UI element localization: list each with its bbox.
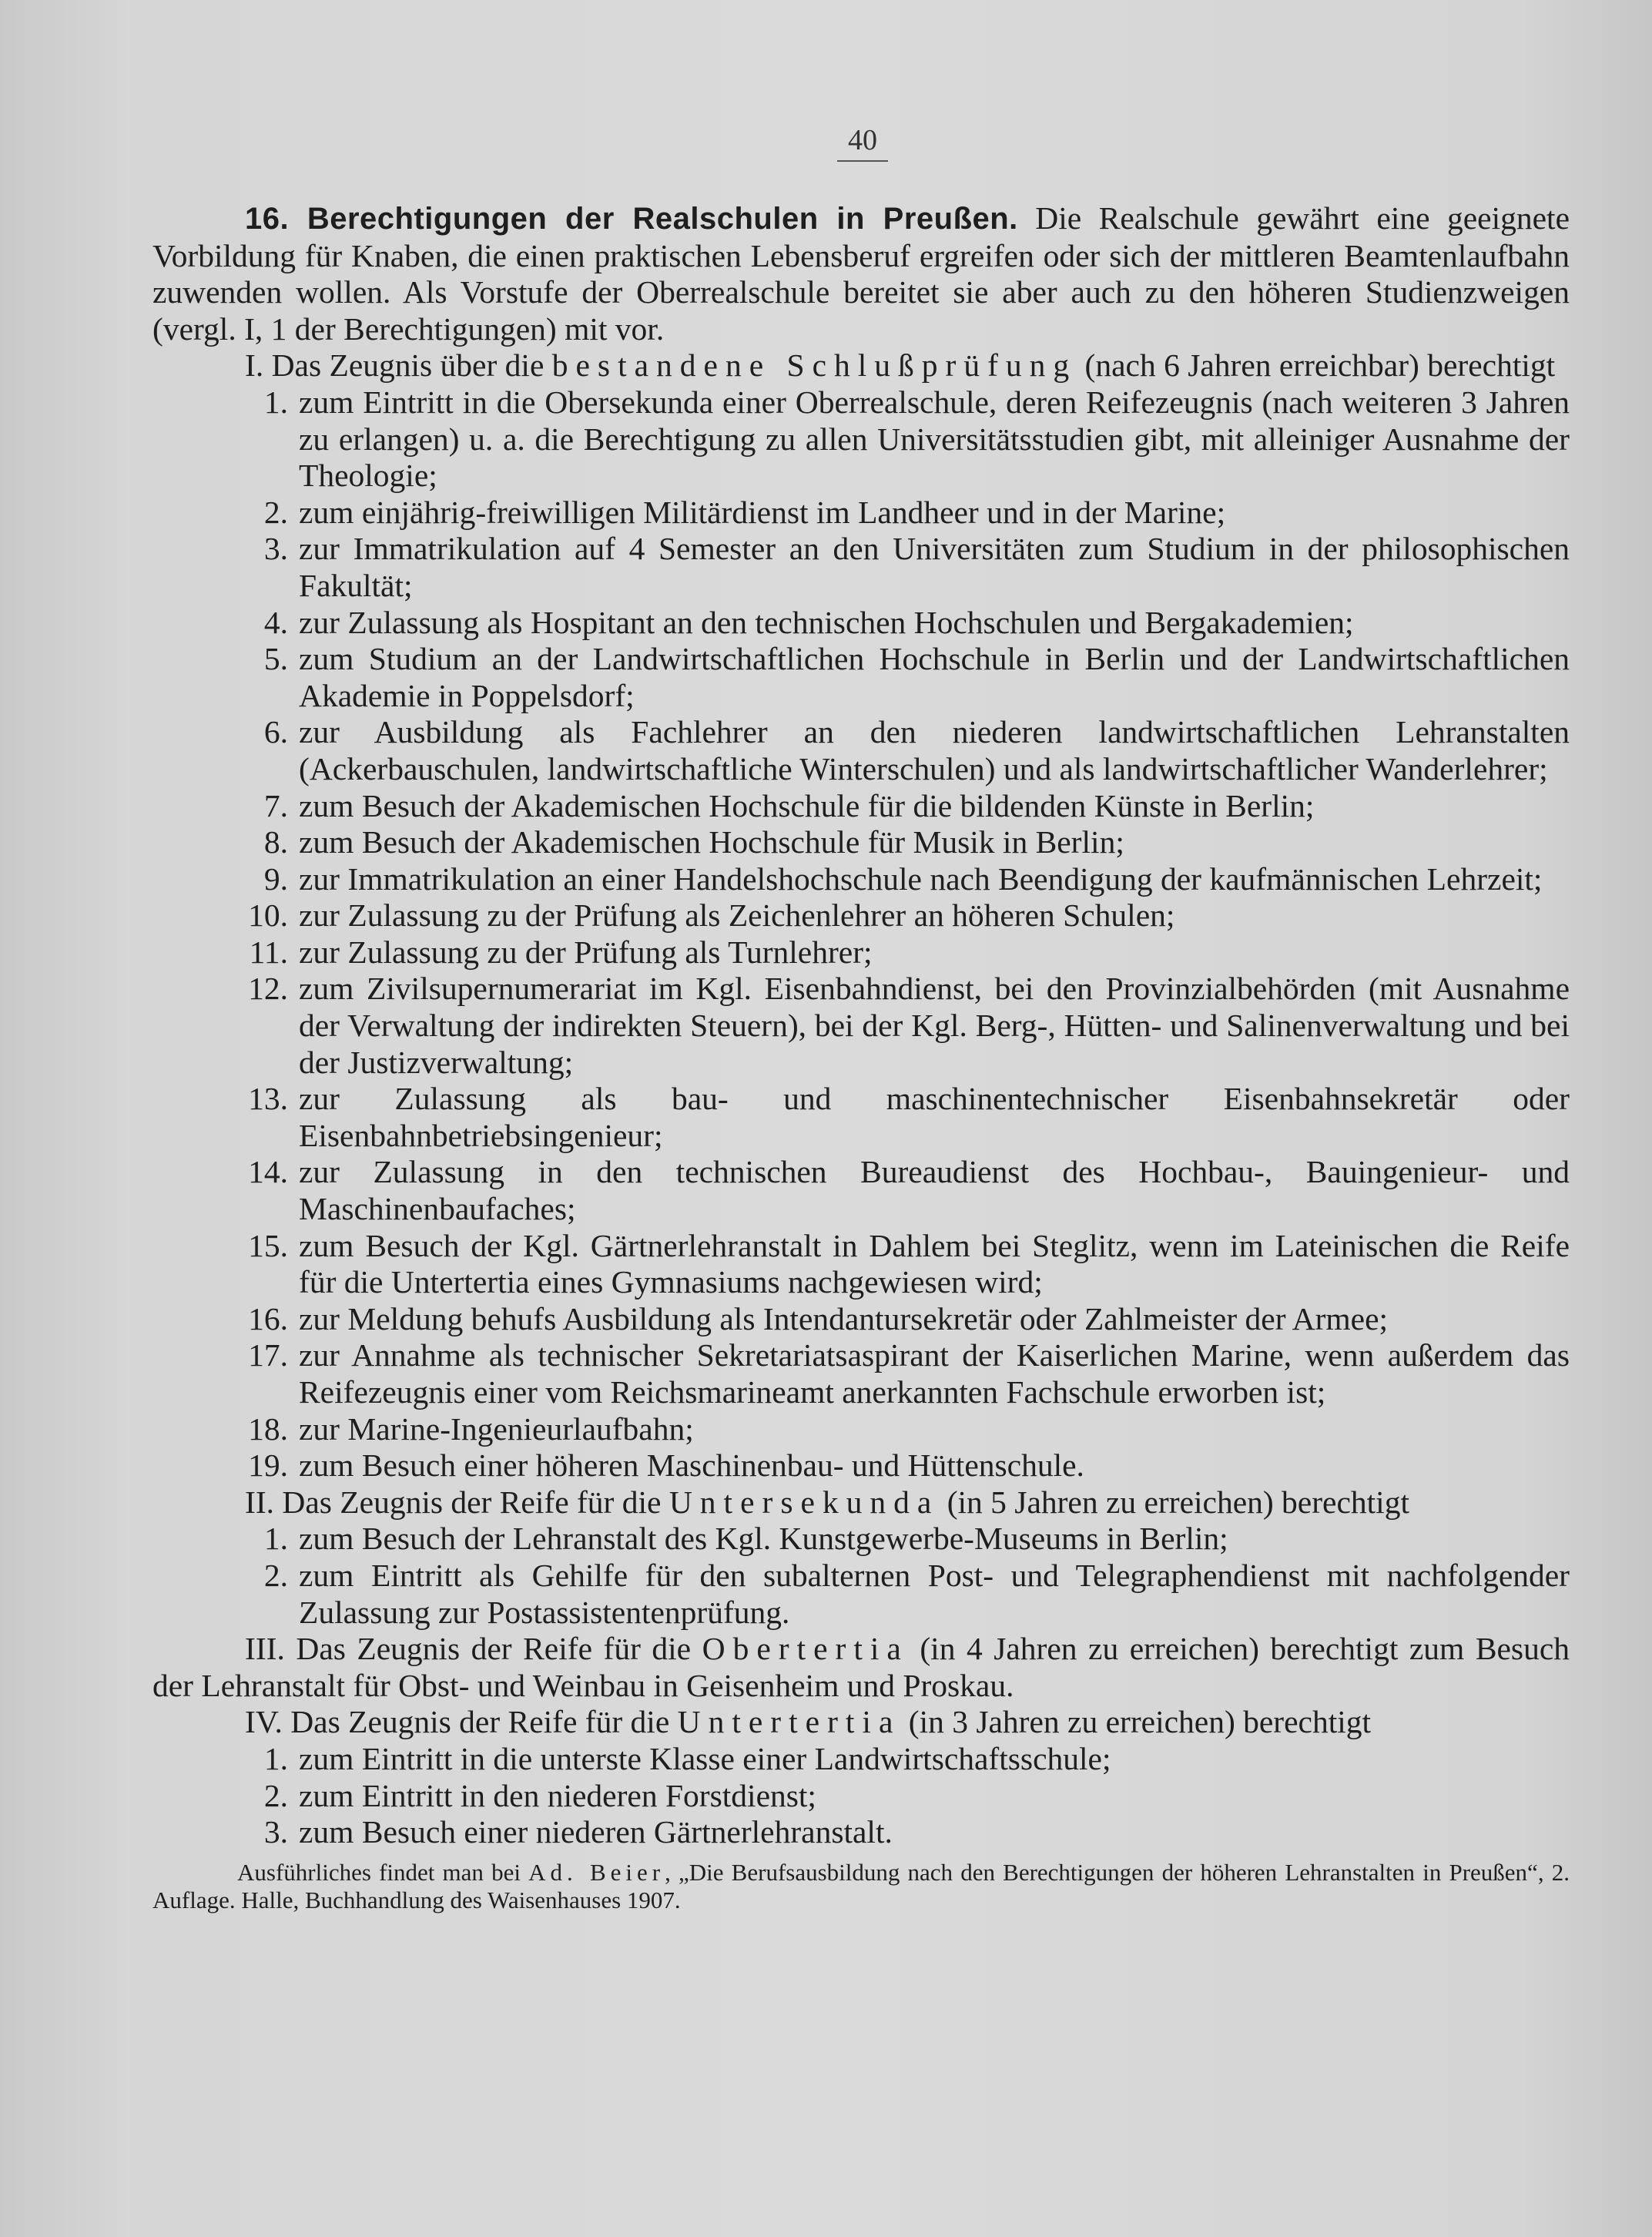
- part-1-lead: [152, 347, 1570, 384]
- part-1-lead-b: (nach 6 Jahren erreichbar) berechtigt: [1084, 347, 1556, 384]
- section-intro: [152, 200, 1570, 347]
- item-text: zur Zulassung zu der Prüfung als Zeichenlehrer an höheren Schulen;: [299, 897, 1175, 934]
- list-item: [152, 1814, 1570, 1851]
- item-text: zum Besuch einer niederen Gärtnerlehranstalt.: [299, 1814, 893, 1850]
- list-item: [152, 495, 1570, 532]
- footnote-a: Ausführliches findet man bei: [237, 1858, 521, 1886]
- list-item: [152, 1228, 1570, 1301]
- page-body: [152, 200, 1570, 1938]
- item-number: 7.: [263, 787, 288, 823]
- item-number: 9.: [263, 860, 288, 897]
- part-3-lead-b: (in 4 Jahren zu erreichen) berechtigt zum Besuch der Lehranstalt für Obst- und Weinbau in Geisenheim und Proskau.: [152, 1631, 1570, 1703]
- list-item: [152, 605, 1570, 642]
- list-item: [152, 1337, 1570, 1410]
- item-number: 19.: [248, 1447, 288, 1484]
- item-number: 14.: [248, 1154, 288, 1190]
- list-item: [152, 788, 1570, 825]
- item-number: 11.: [249, 934, 288, 970]
- item-number: 2.: [263, 1557, 288, 1593]
- item-number: 3.: [263, 531, 288, 567]
- section-heading: 16. Berechtigungen der Realschulen in Preußen.: [245, 202, 1018, 236]
- part-3-lead-a: III. Das Zeugnis der Reife für die: [245, 1631, 692, 1667]
- item-text: zum Besuch der Kgl. Gärtnerlehranstalt in Dahlem bei Steglitz, wenn im Lateinischen die Reife für die Untertertia eines Gymnasiums nachgewiesen wird;: [299, 1227, 1570, 1300]
- item-number: 6.: [263, 714, 288, 750]
- item-text: zum Besuch der Akademischen Hochschule für die bildenden Künste in Berlin;: [299, 787, 1315, 823]
- part-4-list: [152, 1741, 1570, 1851]
- list-item: [152, 861, 1570, 898]
- item-text: zum Eintritt in den niederen Forstdienst;: [299, 1777, 816, 1813]
- item-number: 18.: [248, 1410, 288, 1447]
- item-text: zur Marine-Ingenieurlaufbahn;: [299, 1410, 694, 1447]
- list-item: [152, 1778, 1570, 1815]
- item-text: zur Immatrikulation auf 4 Semester an den Universitäten zum Studium in der philosophischen Fakultät;: [299, 531, 1570, 603]
- part-3-lead: [152, 1631, 1570, 1704]
- part-2-spaced: Untersekunda: [669, 1484, 940, 1520]
- list-item: [152, 1411, 1570, 1448]
- part-4-lead-b: (in 3 Jahren zu erreichen) berechtigt: [908, 1704, 1372, 1740]
- item-text: zur Meldung behufs Ausbildung als Intendantursekretär oder Zahlmeister der Armee;: [299, 1300, 1389, 1336]
- footnote-b: , „Die Berufsausbildung nach den Berechtigungen der höheren Lehranstalten in Preußen“, 2. Auflage. Halle, Buchhandlung des Waisenhauses 1907.: [152, 1858, 1570, 1913]
- part-3-spaced: Obertertia: [702, 1631, 909, 1667]
- list-item: [152, 1521, 1570, 1558]
- part-1-spaced: bestandene Schlußprüfung: [551, 347, 1077, 384]
- list-item: [152, 971, 1570, 1081]
- item-number: 16.: [248, 1300, 288, 1336]
- item-number: 2.: [263, 1777, 288, 1813]
- part-4-lead-a: IV. Das Zeugnis der Reife für die: [245, 1704, 670, 1740]
- item-number: 8.: [263, 824, 288, 860]
- part-1-lead-a: I. Das Zeugnis über die: [245, 347, 545, 384]
- item-text: zum Zivilsupernumerariat im Kgl. Eisenbahndienst, bei den Provinzialbehörden (mit Ausnahme der Verwaltung der indirekten Steuern), bei der Kgl. Berg-, Hütten- und Salinenverwaltung und bei der Justizverwaltung;: [299, 971, 1570, 1080]
- item-text: zum Studium an der Landwirtschaftlichen Hochschule in Berlin und der Landwirtschaftlichen Akademie in Poppelsdorf;: [299, 641, 1570, 713]
- item-text: zum Eintritt als Gehilfe für den subalternen Post- und Telegraphendienst mit nachfolgender Zulassung zur Postassistentenprüfung.: [299, 1557, 1570, 1630]
- part-2-lead: [152, 1484, 1570, 1521]
- footnote-author: Ad. Beier: [528, 1858, 665, 1886]
- item-text: zur Zulassung zu der Prüfung als Turnlehrer;: [299, 934, 873, 970]
- item-number: 2.: [263, 494, 288, 530]
- list-item: [152, 1447, 1570, 1484]
- item-number: 10.: [248, 897, 288, 934]
- list-item: [152, 714, 1570, 787]
- item-number: 1.: [263, 1521, 288, 1557]
- item-text: zur Zulassung als Hospitant an den technischen Hochschulen und Bergakademien;: [299, 604, 1354, 640]
- item-number: 13.: [248, 1081, 288, 1117]
- list-item: [152, 824, 1570, 861]
- part-4-lead: [152, 1704, 1570, 1741]
- item-text: zum Eintritt in die unterste Klasse einer Landwirtschaftsschule;: [299, 1740, 1111, 1776]
- list-item: [152, 1154, 1570, 1227]
- list-item: [152, 1558, 1570, 1631]
- part-2-list: [152, 1521, 1570, 1631]
- item-text: zum Eintritt in die Obersekunda einer Oberrealschule, deren Reifezeugnis (nach weiteren 3 Jahren zu erlangen) u. a. die Berechtigung zu allen Universitätsstudien gibt, mit alleiniger Ausnahme der Theologie;: [299, 384, 1570, 494]
- item-text: zur Ausbildung als Fachlehrer an den niederen landwirtschaftlichen Lehranstalten (Ackerbauschulen, landwirtschaftliche Winterschulen) und als landwirtschaftlicher Wanderlehrer;: [299, 714, 1570, 786]
- item-text: zur Zulassung als bau- und maschinentechnischer Eisenbahnsekretär oder Eisenbahnbetriebsingenieur;: [299, 1081, 1570, 1153]
- list-item: [152, 934, 1570, 971]
- list-item: [152, 641, 1570, 714]
- item-text: zur Immatrikulation an einer Handelshochschule nach Beendigung der kaufmännischen Lehrzeit;: [299, 860, 1543, 897]
- part-2-lead-a: II. Das Zeugnis der Reife für die: [245, 1484, 662, 1520]
- intro-text: Die Realschule gewährt eine geeignete Vorbildung für Knaben, die einen praktischen Lebensberuf ergreifen oder sich der mittleren Beamtenlaufbahn zuwenden wollen. Als Vorstufe der Oberrealschule bereitet sie aber auch zu den höheren Studienzweigen (vergl. I, 1 der Berechtigungen) mit vor.: [152, 200, 1570, 347]
- footnote: [152, 1859, 1570, 1914]
- item-text: zur Annahme als technischer Sekretariatsaspirant der Kaiserlichen Marine, wenn außerdem das Reifezeugnis einer vom Reichsmarineamt anerkannten Fachschule erworben ist;: [299, 1337, 1570, 1410]
- item-text: zum Besuch der Akademischen Hochschule für Musik in Berlin;: [299, 824, 1124, 860]
- list-item: [152, 384, 1570, 495]
- item-number: 1.: [263, 384, 288, 420]
- item-text: zum Besuch der Lehranstalt des Kgl. Kunstgewerbe-Museums in Berlin;: [299, 1521, 1228, 1557]
- item-number: 3.: [263, 1814, 288, 1850]
- item-number: 12.: [248, 971, 288, 1007]
- item-text: zur Zulassung in den technischen Bureaudienst des Hochbau-, Bauingenieur- und Maschinenbaufaches;: [299, 1154, 1570, 1227]
- page-number: 40: [0, 123, 1652, 162]
- list-item: [152, 1081, 1570, 1154]
- list-item: [152, 897, 1570, 934]
- part-4-spaced: Untertertia: [677, 1704, 901, 1740]
- list-item: [152, 1741, 1570, 1778]
- list-item: [152, 1301, 1570, 1338]
- item-text: zum Besuch einer höheren Maschinenbau- und Hüttenschule.: [299, 1447, 1084, 1484]
- part-1-list: [152, 384, 1570, 1484]
- item-text: zum einjährig-freiwilligen Militärdienst im Landheer und in der Marine;: [299, 494, 1226, 530]
- item-number: 15.: [248, 1227, 288, 1263]
- list-item: [152, 531, 1570, 604]
- item-number: 1.: [263, 1740, 288, 1776]
- item-number: 17.: [248, 1337, 288, 1373]
- part-2-lead-b: (in 5 Jahren zu erreichen) berechtigt: [947, 1484, 1409, 1520]
- item-number: 5.: [263, 641, 288, 677]
- item-number: 4.: [263, 604, 288, 640]
